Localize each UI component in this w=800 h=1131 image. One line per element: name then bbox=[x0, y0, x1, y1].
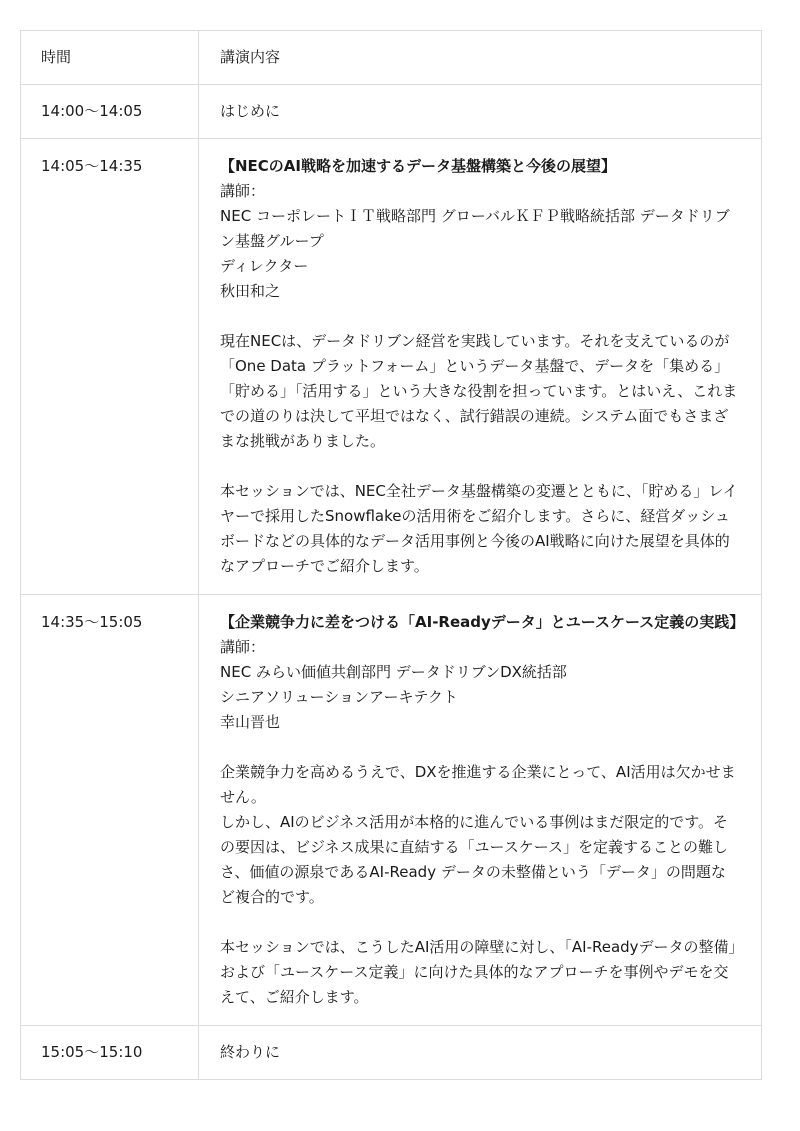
session2-paragraph-2: 本セッションでは、こうしたAI活用の障壁に対し、「AI-Readyデータの整備」および「ユースケース定義」に向けた具体的なアプローチを事例やデモを交えて、ご紹介します。 bbox=[220, 938, 737, 1006]
session1-content bbox=[199, 139, 762, 595]
spacer bbox=[220, 735, 740, 760]
closing-text: 終わりに bbox=[199, 1026, 762, 1080]
opening-text: はじめに bbox=[199, 85, 762, 139]
session2-paragraph-1a: 企業競争力を高めるうえで、DXを推進する企業にとって、AI活用は欠かせません。 bbox=[220, 763, 736, 806]
opening-time: 14:00〜14:05 bbox=[21, 85, 199, 139]
session1-title: 【NECのAI戦略を加速するデータ基盤構築と今後の展望】 bbox=[220, 157, 617, 175]
table-row bbox=[21, 1026, 762, 1080]
table-row bbox=[21, 85, 762, 139]
session2-time: 14:35〜15:05 bbox=[21, 595, 199, 1026]
session2-role: シニアソリューションアーキテクト bbox=[220, 688, 458, 706]
table-row bbox=[21, 139, 762, 595]
session1-paragraph-1: 現在NECは、データドリブン経営を実践しています。それを支えているのが「One Data プラットフォーム」というデータ基盤で、データを「集める」「貯める」「活用する」という大きな役割を担っています。とはいえ、これまでの道のりは決して平坦ではなく、試行錯誤の連続。システム面でもさまざまな挑戦がありました。 bbox=[220, 332, 738, 450]
header-time: 時間 bbox=[21, 31, 199, 85]
session1-affiliation: NEC コーポレートＩＴ戦略部門 グローバルＫＦＰ戦略統括部 データドリブン基盤グループ bbox=[220, 207, 730, 250]
session1-time: 14:05〜14:35 bbox=[21, 139, 199, 595]
session2-speaker-label: 講師： bbox=[220, 638, 266, 656]
session2-title: 【企業競争力に差をつける「AI-Readyデータ」とユースケース定義の実践】 bbox=[220, 613, 745, 631]
header-content: 講演内容 bbox=[199, 31, 762, 85]
session2-affiliation: NEC みらい価値共創部門 データドリブンDX統括部 bbox=[220, 663, 567, 681]
session1-speaker-label: 講師： bbox=[220, 182, 266, 200]
session2-content bbox=[199, 595, 762, 1026]
session1-paragraph-2: 本セッションでは、NEC全社データ基盤構築の変遷とともに、「貯める」レイヤーで採用したSnowflakeの活用術をご紹介します。さらに、経営ダッシュボードなどの具体的なデータ活用事例と今後のAI戦略に向けた展望を具体的なアプローチでご紹介します。 bbox=[220, 482, 738, 575]
session1-role: ディレクター bbox=[220, 257, 309, 275]
session1-speaker-name: 秋田和之 bbox=[220, 282, 281, 300]
spacer bbox=[220, 454, 740, 479]
agenda-table bbox=[20, 30, 762, 1080]
spacer bbox=[220, 304, 740, 329]
spacer bbox=[220, 910, 740, 935]
table-header-row bbox=[21, 31, 762, 85]
closing-time: 15:05〜15:10 bbox=[21, 1026, 199, 1080]
session2-paragraph-1b: しかし、AIのビジネス活用が本格的に進んでいる事例はまだ限定的です。その要因は、ビジネス成果に直結する「ユースケース」を定義することの難しさ、価値の源泉であるAI-Ready データの未整備という「データ」の問題など複合的です。 bbox=[220, 813, 729, 906]
session2-speaker-name: 幸山晋也 bbox=[220, 713, 281, 731]
table-row bbox=[21, 595, 762, 1026]
